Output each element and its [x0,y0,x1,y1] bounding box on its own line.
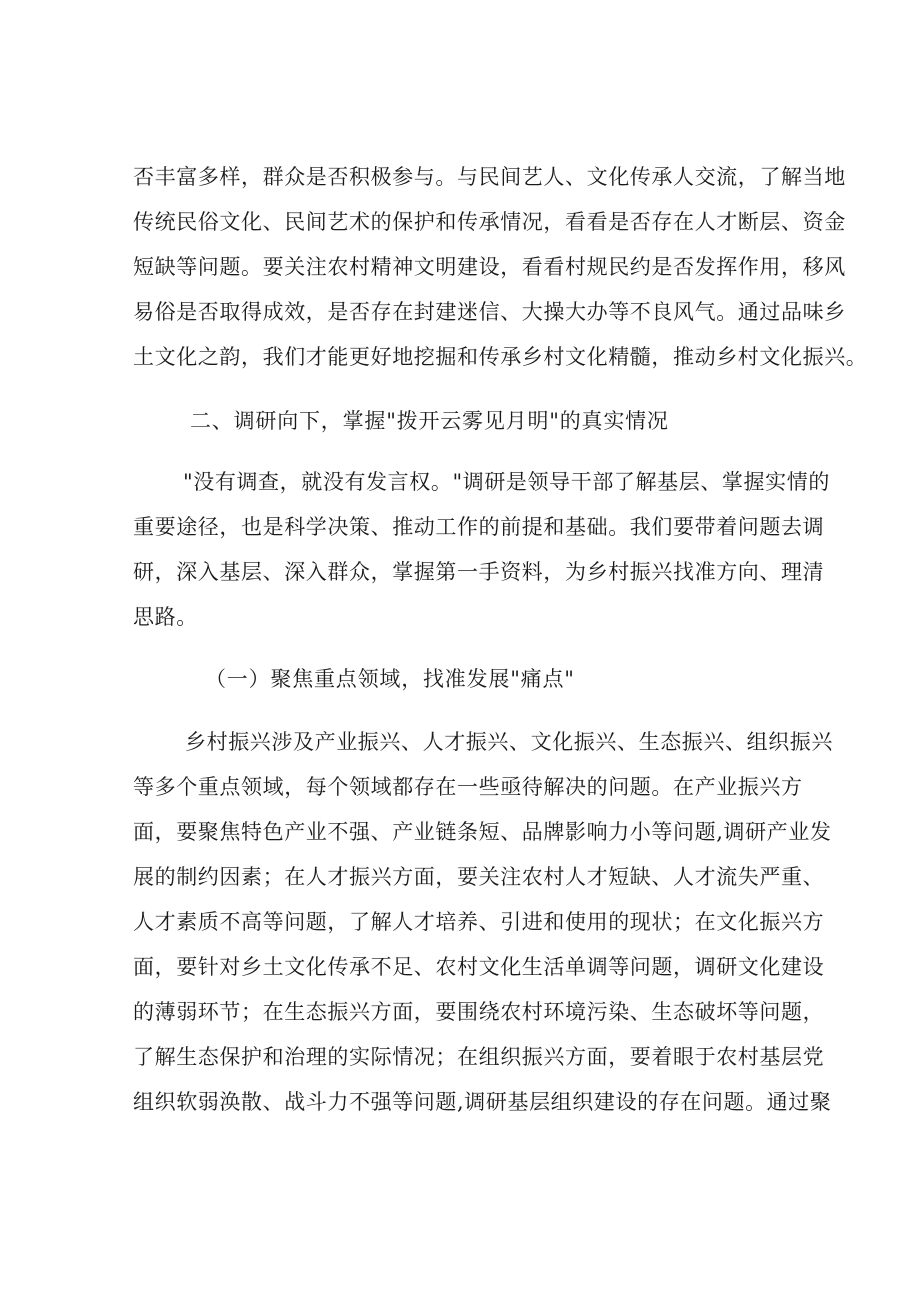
para3-line4: 展的制约因素；在人才振兴方面，要关注农村人才短缺、人才流失严重、 [133,865,825,889]
para3-line7: 的薄弱环节；在生态振兴方面，要围绕农村环境污染、生态破坏等问题， [133,1000,825,1024]
para3-line6: 面，要针对乡土文化传承不足、农村文化生活单调等问题，调研文化建设 [133,955,825,979]
para3-line2: 等多个重点领域，每个领域都存在一些亟待解决的问题。在产业振兴方 [133,775,803,799]
section-heading: 二、调研向下，掌握"拨开云雾见月明"的真实情况 [190,409,669,433]
para2-line4: 思路。 [133,605,198,629]
para1-line5: 土文化之韵，我们才能更好地挖掘和传承乡村文化精髓，推动乡村文化振兴。 [133,345,868,369]
para1-line4: 易俗是否取得成效，是否存在封建迷信、大操大办等不良风气。通过品味乡 [133,300,846,324]
para3-line9: 组织软弱涣散、战斗力不强等问题,调研基层组织建设的存在问题。通过聚 [133,1090,832,1114]
para3-line8: 了解生态保护和治理的实际情况；在组织振兴方面，要着眼于农村基层党 [133,1045,825,1069]
para3-line3: 面，要聚焦特色产业不强、产业链条短、品牌影响力小等问题,调研产业发 [133,820,832,844]
para1-line1: 否丰富多样，群众是否积极参与。与民间艺人、文化传承人交流，了解当地 [133,165,846,189]
para2-line1: "没有调查，就没有发言权。"调研是领导干部了解基层、掌握实情的 [183,470,830,494]
subsection-heading: （一）聚焦重点领域，找准发展"痛点" [205,667,575,691]
para2-line2: 重要途径，也是科学决策、推动工作的前提和基础。我们要带着问题去调 [133,515,825,539]
para3-line5: 人才素质不高等问题，了解人才培养、引进和使用的现状；在文化振兴方 [133,910,825,934]
para1-line2: 传统民俗文化、民间艺术的保护和传承情况，看看是否存在人才断层、资金 [133,210,846,234]
para2-line3: 研，深入基层、深入群众，掌握第一手资料，为乡村振兴找准方向、理清 [133,560,825,584]
para3-line1: 乡村振兴涉及产业振兴、人才振兴、文化振兴、生态振兴、组织振兴 [185,730,833,754]
para1-line3: 短缺等问题。要关注农村精神文明建设，看看村规民约是否发挥作用，移风 [133,255,846,279]
